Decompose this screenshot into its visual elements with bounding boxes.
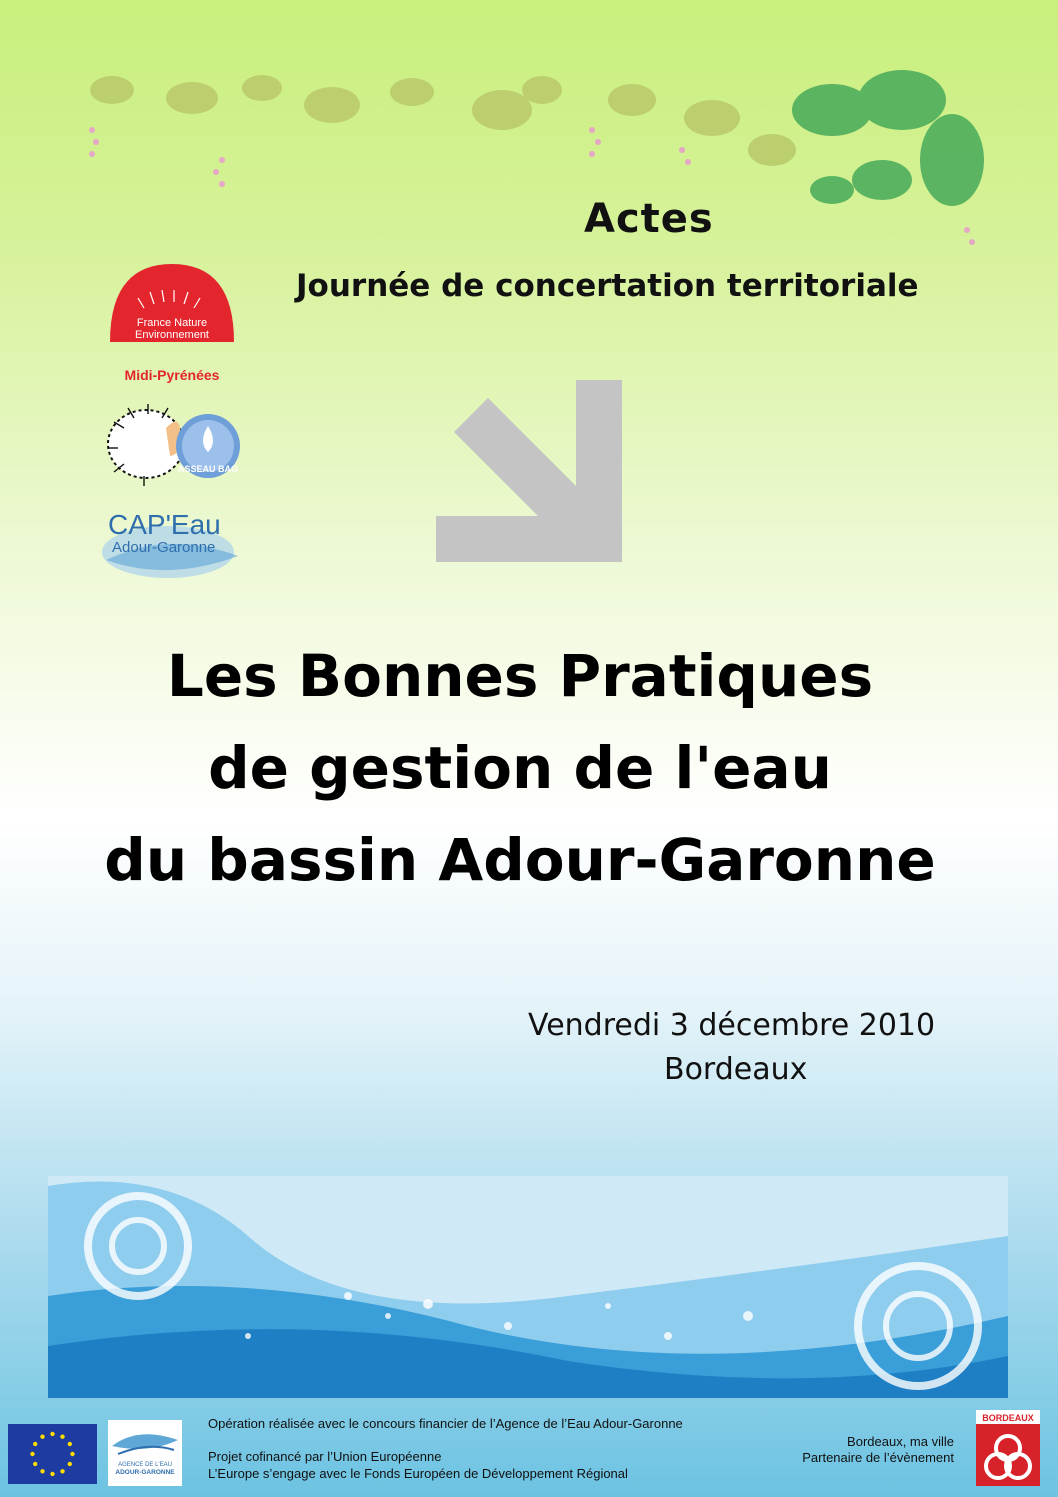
eu-flag-logo bbox=[8, 1424, 97, 1484]
asseau-label: ASSEAU BAG bbox=[177, 464, 239, 474]
footer-bordeaux-text: Bordeaux, ma ville bbox=[847, 1434, 954, 1449]
title-line-1: Les Bonnes Pratiques bbox=[166, 642, 874, 710]
capeau-logo bbox=[98, 500, 246, 582]
waves-decoration bbox=[48, 1176, 1008, 1398]
title-line-2: de gestion de l'eau bbox=[208, 734, 832, 802]
fne-line1: France Nature bbox=[136, 317, 208, 329]
hedgehog-logo bbox=[104, 398, 244, 488]
capeau-line1: CAP'Eau bbox=[108, 509, 221, 540]
agency-line2: ADOUR-GARONNE bbox=[115, 1469, 175, 1476]
leaves-decoration bbox=[72, 70, 985, 260]
main-title bbox=[0, 630, 1040, 906]
fne-region: Midi-Pyrénées bbox=[124, 367, 220, 383]
footer-funding-text: Opération réalisée avec le concours financier de l’Agence de l’Eau Adour-Garonne bbox=[208, 1416, 683, 1431]
subtitle: Journée de concertation territoriale bbox=[296, 268, 919, 304]
bordeaux-logo-label: BORDEAUX bbox=[982, 1413, 1034, 1423]
actes-heading: Actes bbox=[584, 196, 714, 242]
capeau-line2: Adour-Garonne bbox=[112, 539, 216, 556]
fne-line2: Environnement bbox=[135, 329, 209, 341]
title-line-3: du bassin Adour-Garonne bbox=[104, 826, 936, 894]
footer-partner-text: Partenaire de l’évènement bbox=[802, 1450, 954, 1465]
agency-adour-garonne-logo bbox=[108, 1420, 182, 1486]
event-city: Bordeaux bbox=[664, 1052, 808, 1087]
bordeaux-city-logo bbox=[976, 1410, 1040, 1486]
fne-logo bbox=[104, 258, 240, 388]
agency-line1: AGENCE DE L'EAU bbox=[118, 1462, 172, 1468]
arrow-down-right-icon bbox=[436, 380, 622, 562]
footer-feder-text: L’Europe s’engage avec le Fonds Européen de Développement Régional bbox=[208, 1466, 628, 1481]
event-date: Vendredi 3 décembre 2010 bbox=[528, 1008, 936, 1043]
footer-eu-text: Projet cofinancé par l’Union Européenne bbox=[208, 1449, 442, 1464]
